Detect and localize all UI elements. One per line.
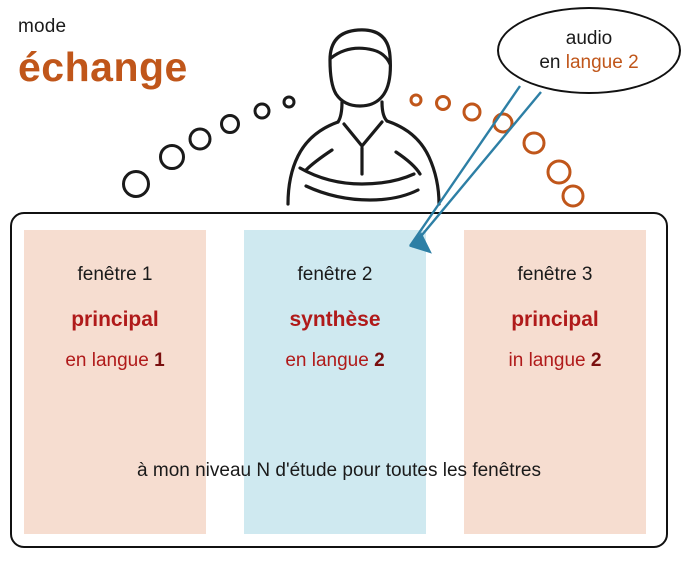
window-column-1 bbox=[24, 230, 206, 534]
bubble-lang-prefix: en bbox=[539, 51, 566, 73]
bubble-line-audio: audio bbox=[565, 27, 613, 49]
window-2-language bbox=[244, 350, 426, 372]
window-column-3 bbox=[464, 230, 646, 534]
window-column-2 bbox=[244, 230, 426, 534]
windows-panel bbox=[10, 212, 668, 548]
window-2-role: synthèse bbox=[289, 308, 381, 331]
window-3-language-number: 2 bbox=[590, 350, 602, 371]
mode-label: mode bbox=[18, 16, 67, 37]
bubble-line-language bbox=[539, 51, 638, 75]
window-1-role: principal bbox=[71, 308, 159, 331]
window-1-language-number: 1 bbox=[154, 350, 165, 371]
window-1-language bbox=[24, 350, 206, 372]
window-1-language-prefix: en langue bbox=[65, 350, 155, 371]
window-3-language bbox=[464, 350, 646, 372]
page-title: échange bbox=[18, 44, 188, 90]
window-1-title: fenêtre 1 bbox=[77, 264, 153, 285]
footnote: à mon niveau N d'étude pour toutes les fenêtres bbox=[137, 460, 541, 481]
window-3-title: fenêtre 3 bbox=[517, 264, 593, 285]
window-2-language-number: 2 bbox=[374, 350, 385, 371]
window-2-title: fenêtre 2 bbox=[297, 264, 373, 285]
window-3-language-prefix: in langue bbox=[508, 350, 591, 371]
speech-bubble bbox=[497, 7, 681, 94]
bubble-lang-value: langue 2 bbox=[565, 51, 639, 73]
window-2-language-prefix: en langue bbox=[285, 350, 375, 371]
window-3-role: principal bbox=[511, 308, 599, 331]
